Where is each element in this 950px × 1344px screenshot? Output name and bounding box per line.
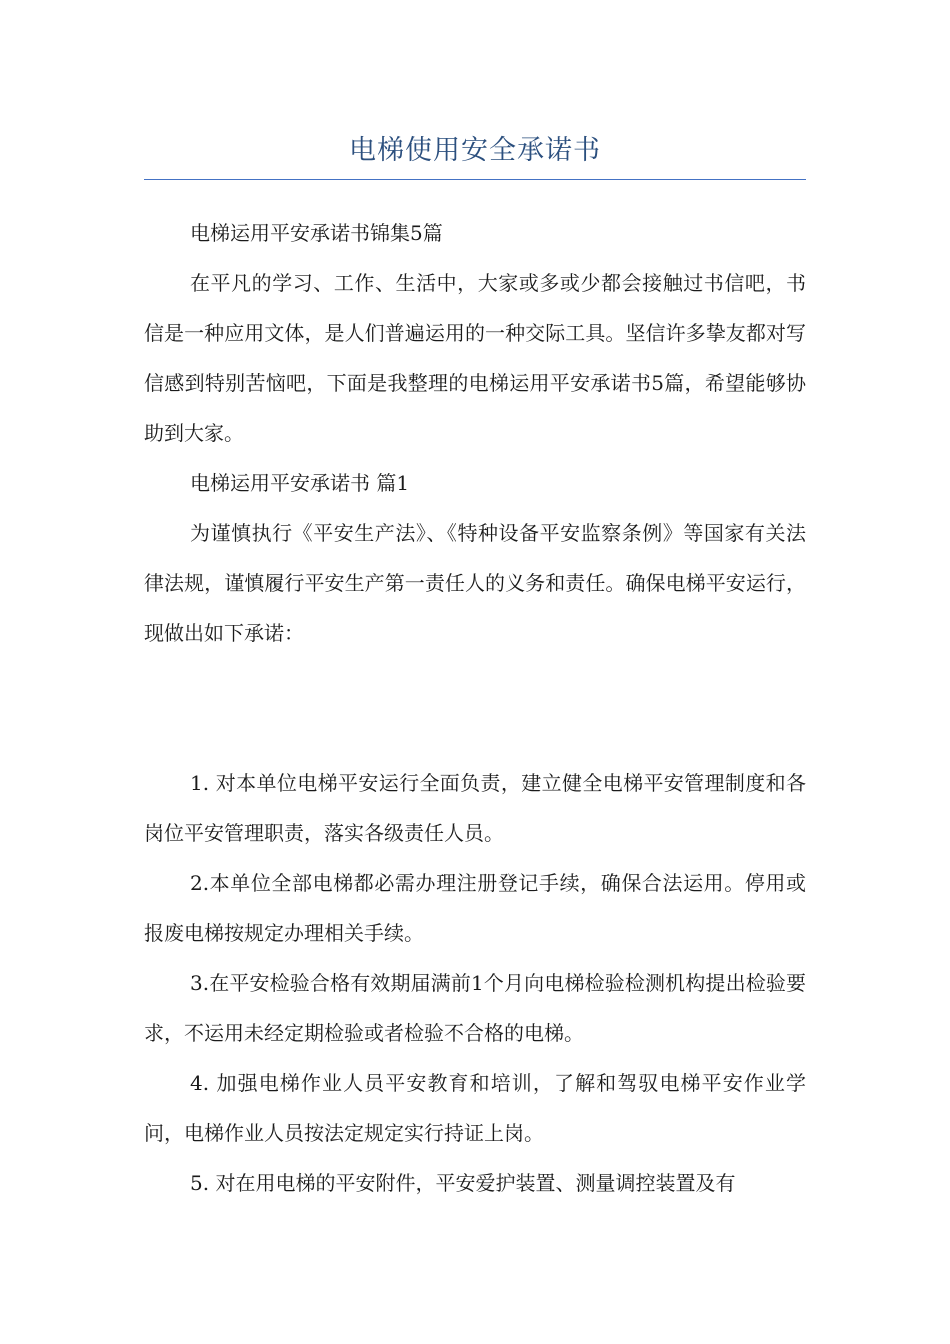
document-title: 电梯使用安全承诺书 <box>349 135 601 166</box>
paragraph-preamble: 为谨慎执行《平安生产法》、《特种设备平安监察条例》等国家有关法律法规，谨慎履行平安生产第一责任人的义务和责任。确保电梯平安运行，现做出如下承诺： <box>144 521 806 645</box>
paragraph-subtitle: 电梯运用平安承诺书锦集5篇 <box>190 221 443 245</box>
title-underline <box>144 179 806 180</box>
document-body <box>144 208 806 1208</box>
paragraph-item-4: 4. 加强电梯作业人员平安教育和培训，了解和驾驭电梯平安作业学问，电梯作业人员按法定规定实行持证上岗。 <box>144 1071 806 1145</box>
paragraph-item-3: 3.在平安检验合格有效期届满前1个月向电梯检验检测机构提出检验要求，不运用未经定期检验或者检验不合格的电梯。 <box>144 971 806 1045</box>
paragraph-item-2: 2.本单位全部电梯都必需办理注册登记手续，确保合法运用。停用或报废电梯按规定办理相关手续。 <box>144 871 806 945</box>
paragraph-item-1: 1. 对本单位电梯平安运行全面负责，建立健全电梯平安管理制度和各岗位平安管理职责，落实各级责任人员。 <box>144 771 806 845</box>
paragraph-intro: 在平凡的学习、工作、生活中，大家或多或少都会接触过书信吧，书信是一种应用文体，是人们普遍运用的一种交际工具。坚信许多挚友都对写信感到特别苦恼吧，下面是我整理的电梯运用平安承诺书5篇，希望能够协助到大家。 <box>144 271 806 445</box>
paragraph-item-5: 5. 对在用电梯的平安附件，平安爱护装置、测量调控装置及有 <box>190 1171 736 1195</box>
paragraph-section-heading: 电梯运用平安承诺书 篇1 <box>190 471 410 495</box>
